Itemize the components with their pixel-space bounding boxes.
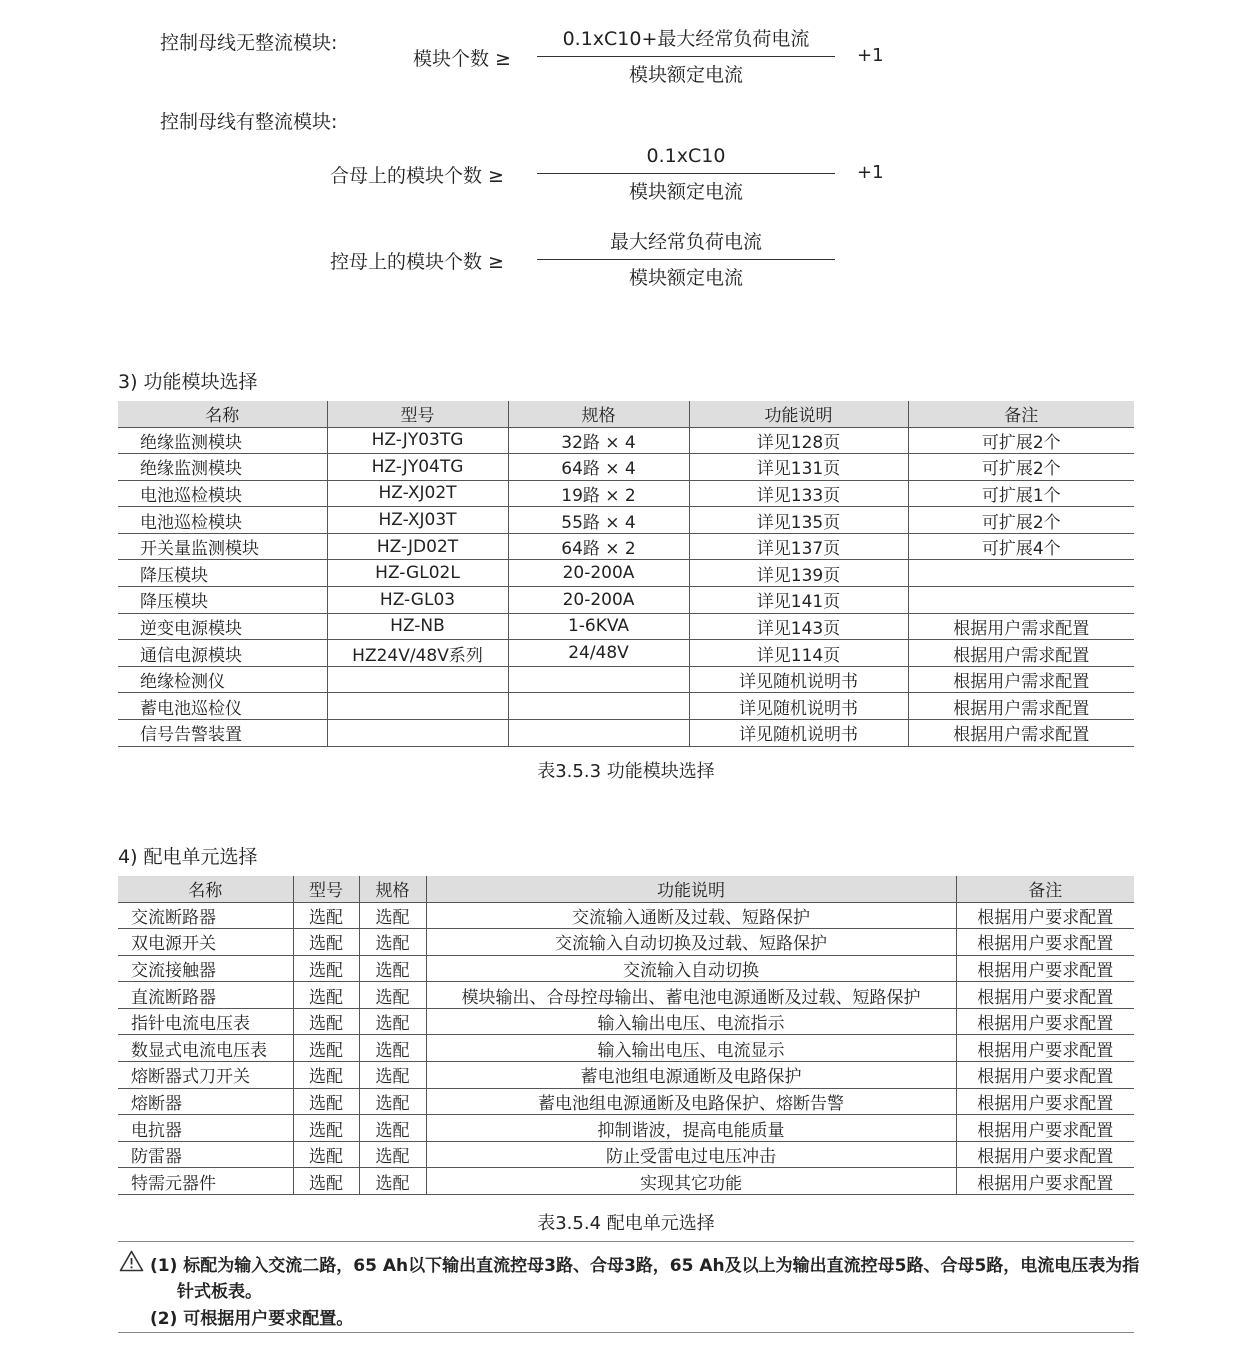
note-1-line-2: 针式板表。: [177, 1282, 262, 1302]
cell-spec: 选配: [359, 1168, 426, 1195]
table-header-row: [118, 876, 1134, 902]
cell-name: 绝缘监测模块: [118, 454, 327, 481]
formula-1-lhs: 模块个数 ≥: [413, 48, 511, 70]
cell-name: 蓄电池巡检仪: [118, 693, 327, 720]
cell-name: 指针电流电压表: [118, 1008, 293, 1035]
formula-1-fraction: [537, 27, 835, 87]
formula-1-denominator: 模块额定电流: [628, 64, 743, 86]
cell-name: 开关量监测模块: [118, 533, 327, 560]
table-row: [118, 1168, 1134, 1195]
cell-remark: 根据用户需求配置: [908, 720, 1134, 747]
cell-model: 选配: [293, 1008, 359, 1035]
cell-model: 选配: [293, 902, 359, 929]
table-row: [118, 929, 1134, 956]
cell-spec: [508, 720, 689, 747]
notes-bottom-rule: [118, 1332, 1134, 1333]
cell-model: HZ-XJ02T: [327, 480, 508, 507]
note-2: (2) 可根据用户要求配置。: [150, 1309, 354, 1329]
cell-remark: 根据用户要求配置: [956, 1062, 1134, 1089]
cell-remark: 根据用户要求配置: [956, 955, 1134, 982]
warning-triangle-icon: [119, 1250, 144, 1272]
cell-spec: 选配: [359, 1141, 426, 1168]
table-4-caption: 表3.5.4 配电单元选择: [537, 1213, 715, 1234]
table-row: [118, 1062, 1134, 1089]
cell-remark: 可扩展2个: [908, 507, 1134, 534]
cell-remark: 根据用户要求配置: [956, 1035, 1134, 1062]
table-row: [118, 982, 1134, 1009]
cell-model: [327, 720, 508, 747]
cell-spec: 选配: [359, 1035, 426, 1062]
cell-spec: 19路 × 2: [508, 480, 689, 507]
cell-function: 蓄电池组电源通断及电路保护、熔断告警: [426, 1088, 956, 1115]
table-row: [118, 955, 1134, 982]
table-row: [118, 640, 1134, 667]
cell-model: 选配: [293, 929, 359, 956]
cell-name: 双电源开关: [118, 929, 293, 956]
cell-function: 输入输出电压、电流指示: [426, 1008, 956, 1035]
cell-spec: 选配: [359, 1062, 426, 1089]
cell-function: 防止受雷电过电压冲击: [426, 1141, 956, 1168]
cell-remark: 根据用户要求配置: [956, 902, 1134, 929]
table-row: [118, 533, 1134, 560]
distribution-unit-table: [118, 876, 1134, 1195]
cell-remark: 根据用户需求配置: [908, 640, 1134, 667]
table-row: [118, 1088, 1134, 1115]
cell-function: 详见135页: [689, 507, 908, 534]
cell-model: 选配: [293, 1088, 359, 1115]
cell-model: HZ-JY04TG: [327, 454, 508, 481]
table-row: [118, 427, 1134, 454]
section-4-title: 4) 配电单元选择: [118, 846, 258, 868]
formula-3-numerator: 最大经常负荷电流: [609, 231, 762, 253]
table-row: [118, 1008, 1134, 1035]
cell-function: 输入输出电压、电流显示: [426, 1035, 956, 1062]
cell-spec: 55路 × 4: [508, 507, 689, 534]
note-1-line-1: (1) 标配为输入交流二路，65 Ah以下输出直流控母3路、合母3路，65 Ah及以上为输出直流控母5路、合母5路，电流电压表为指: [150, 1256, 1140, 1276]
cell-remark: 根据用户需求配置: [908, 666, 1134, 693]
cell-spec: 24/48V: [508, 640, 689, 667]
fraction-bar: [537, 56, 835, 57]
cell-model: 选配: [293, 1141, 359, 1168]
table-row: [118, 1035, 1134, 1062]
cell-spec: 1-6KVA: [508, 613, 689, 640]
cell-remark: 根据用户要求配置: [956, 1008, 1134, 1035]
cell-model: HZ-XJ03T: [327, 507, 508, 534]
cell-name: 数显式电流电压表: [118, 1035, 293, 1062]
cell-name: 绝缘监测模块: [118, 427, 327, 454]
section-3-title: 3) 功能模块选择: [118, 371, 258, 393]
cell-spec: 选配: [359, 902, 426, 929]
cell-remark: 根据用户要求配置: [956, 1088, 1134, 1115]
cell-model: 选配: [293, 1035, 359, 1062]
cell-spec: 64路 × 2: [508, 533, 689, 560]
cell-model: HZ-JD02T: [327, 533, 508, 560]
table-header-row: [118, 401, 1134, 427]
formula-1-plus: +1: [857, 45, 884, 66]
cell-function: 抑制谐波，提高电能质量: [426, 1115, 956, 1142]
table-row: [118, 1115, 1134, 1142]
cell-function: 模块输出、合母控母输出、蓄电池电源通断及过载、短路保护: [426, 982, 956, 1009]
cell-spec: 20-200A: [508, 587, 689, 614]
cell-model: 选配: [293, 955, 359, 982]
header-remark: 备注: [908, 401, 1134, 427]
cell-remark: 根据用户要求配置: [956, 1115, 1134, 1142]
cell-spec: 选配: [359, 955, 426, 982]
cell-function: 蓄电池组电源通断及电路保护: [426, 1062, 956, 1089]
cell-function: 交流输入自动切换及过载、短路保护: [426, 929, 956, 956]
cell-function: 详见随机说明书: [689, 693, 908, 720]
header-remark: 备注: [956, 876, 1134, 902]
cell-name: 电池巡检模块: [118, 507, 327, 534]
cell-model: 选配: [293, 1115, 359, 1142]
table-row: [118, 480, 1134, 507]
table-row: [118, 693, 1134, 720]
cell-remark: 根据用户需求配置: [908, 613, 1134, 640]
cell-function: 详见141页: [689, 587, 908, 614]
cell-spec: 选配: [359, 982, 426, 1009]
cell-name: 熔断器式刀开关: [118, 1062, 293, 1089]
table-row: [118, 1141, 1134, 1168]
cell-remark: 可扩展1个: [908, 480, 1134, 507]
formula-2-plus: +1: [857, 162, 884, 183]
formula-1-numerator: 0.1xC10+最大经常负荷电流: [562, 28, 810, 50]
cell-function: 详见139页: [689, 560, 908, 587]
header-model: 型号: [327, 401, 508, 427]
cell-remark: 可扩展2个: [908, 427, 1134, 454]
cell-model: HZ-GL03: [327, 587, 508, 614]
cell-remark: [908, 560, 1134, 587]
cell-name: 电池巡检模块: [118, 480, 327, 507]
cell-remark: 根据用户需求配置: [908, 693, 1134, 720]
cell-spec: 选配: [359, 1115, 426, 1142]
cell-name: 交流接触器: [118, 955, 293, 982]
cell-model: HZ-JY03TG: [327, 427, 508, 454]
header-name: 名称: [118, 876, 293, 902]
header-model: 型号: [293, 876, 359, 902]
table-row: [118, 613, 1134, 640]
cell-name: 交流断路器: [118, 902, 293, 929]
cell-spec: [508, 693, 689, 720]
cell-function: 详见133页: [689, 480, 908, 507]
cell-name: 防雷器: [118, 1141, 293, 1168]
cell-model: HZ-GL02L: [327, 560, 508, 587]
cell-model: [327, 666, 508, 693]
table-row: [118, 560, 1134, 587]
cell-name: 信号告警装置: [118, 720, 327, 747]
cell-function: 交流输入通断及过载、短路保护: [426, 902, 956, 929]
fraction-bar: [537, 259, 835, 260]
cell-name: 降压模块: [118, 587, 327, 614]
formula-3-fraction: [537, 230, 835, 290]
formula-3-lhs: 控母上的模块个数 ≥: [330, 251, 504, 273]
cell-spec: 选配: [359, 1088, 426, 1115]
formula-label-no-rectifier: 控制母线无整流模块:: [160, 32, 338, 54]
table-row: [118, 454, 1134, 481]
cell-model: [327, 693, 508, 720]
cell-model: HZ24V/48V系列: [327, 640, 508, 667]
cell-spec: 选配: [359, 929, 426, 956]
cell-model: 选配: [293, 982, 359, 1009]
formula-label-with-rectifier: 控制母线有整流模块:: [160, 111, 338, 133]
cell-model: HZ-NB: [327, 613, 508, 640]
cell-name: 电抗器: [118, 1115, 293, 1142]
cell-function: 详见131页: [689, 454, 908, 481]
cell-spec: 32路 × 4: [508, 427, 689, 454]
table-row: [118, 902, 1134, 929]
cell-spec: 选配: [359, 1008, 426, 1035]
cell-function: 交流输入自动切换: [426, 955, 956, 982]
cell-name: 通信电源模块: [118, 640, 327, 667]
header-function: 功能说明: [689, 401, 908, 427]
cell-remark: 根据用户要求配置: [956, 1141, 1134, 1168]
cell-name: 逆变电源模块: [118, 613, 327, 640]
cell-function: 详见143页: [689, 613, 908, 640]
cell-name: 直流断路器: [118, 982, 293, 1009]
cell-function: 详见128页: [689, 427, 908, 454]
cell-spec: 20-200A: [508, 560, 689, 587]
cell-remark: 根据用户要求配置: [956, 982, 1134, 1009]
table-row: [118, 587, 1134, 614]
cell-name: 降压模块: [118, 560, 327, 587]
header-function: 功能说明: [426, 876, 956, 902]
fraction-bar: [537, 173, 835, 174]
formula-2-fraction: [537, 144, 835, 204]
cell-name: 绝缘检测仪: [118, 666, 327, 693]
cell-name: 特需元器件: [118, 1168, 293, 1195]
cell-remark: [908, 587, 1134, 614]
function-module-table: [118, 401, 1134, 747]
cell-model: 选配: [293, 1168, 359, 1195]
formula-2-numerator: 0.1xC10: [646, 145, 726, 167]
cell-spec: 64路 × 4: [508, 454, 689, 481]
formula-2-denominator: 模块额定电流: [628, 181, 743, 203]
formula-3-denominator: 模块额定电流: [628, 267, 743, 289]
cell-function: 详见随机说明书: [689, 666, 908, 693]
cell-name: 熔断器: [118, 1088, 293, 1115]
cell-function: 详见114页: [689, 640, 908, 667]
cell-model: 选配: [293, 1062, 359, 1089]
cell-spec: [508, 666, 689, 693]
header-name: 名称: [118, 401, 327, 427]
header-spec: 规格: [508, 401, 689, 427]
cell-function: 实现其它功能: [426, 1168, 956, 1195]
header-spec: 规格: [359, 876, 426, 902]
formula-2-lhs: 合母上的模块个数 ≥: [330, 165, 504, 187]
cell-remark: 根据用户要求配置: [956, 1168, 1134, 1195]
notes-top-rule: [118, 1241, 1134, 1242]
cell-remark: 可扩展2个: [908, 454, 1134, 481]
cell-remark: 根据用户要求配置: [956, 929, 1134, 956]
cell-function: 详见137页: [689, 533, 908, 560]
table-3-caption: 表3.5.3 功能模块选择: [537, 761, 715, 782]
table-row: [118, 666, 1134, 693]
table-row: [118, 507, 1134, 534]
cell-remark: 可扩展4个: [908, 533, 1134, 560]
table-row: [118, 720, 1134, 747]
cell-function: 详见随机说明书: [689, 720, 908, 747]
